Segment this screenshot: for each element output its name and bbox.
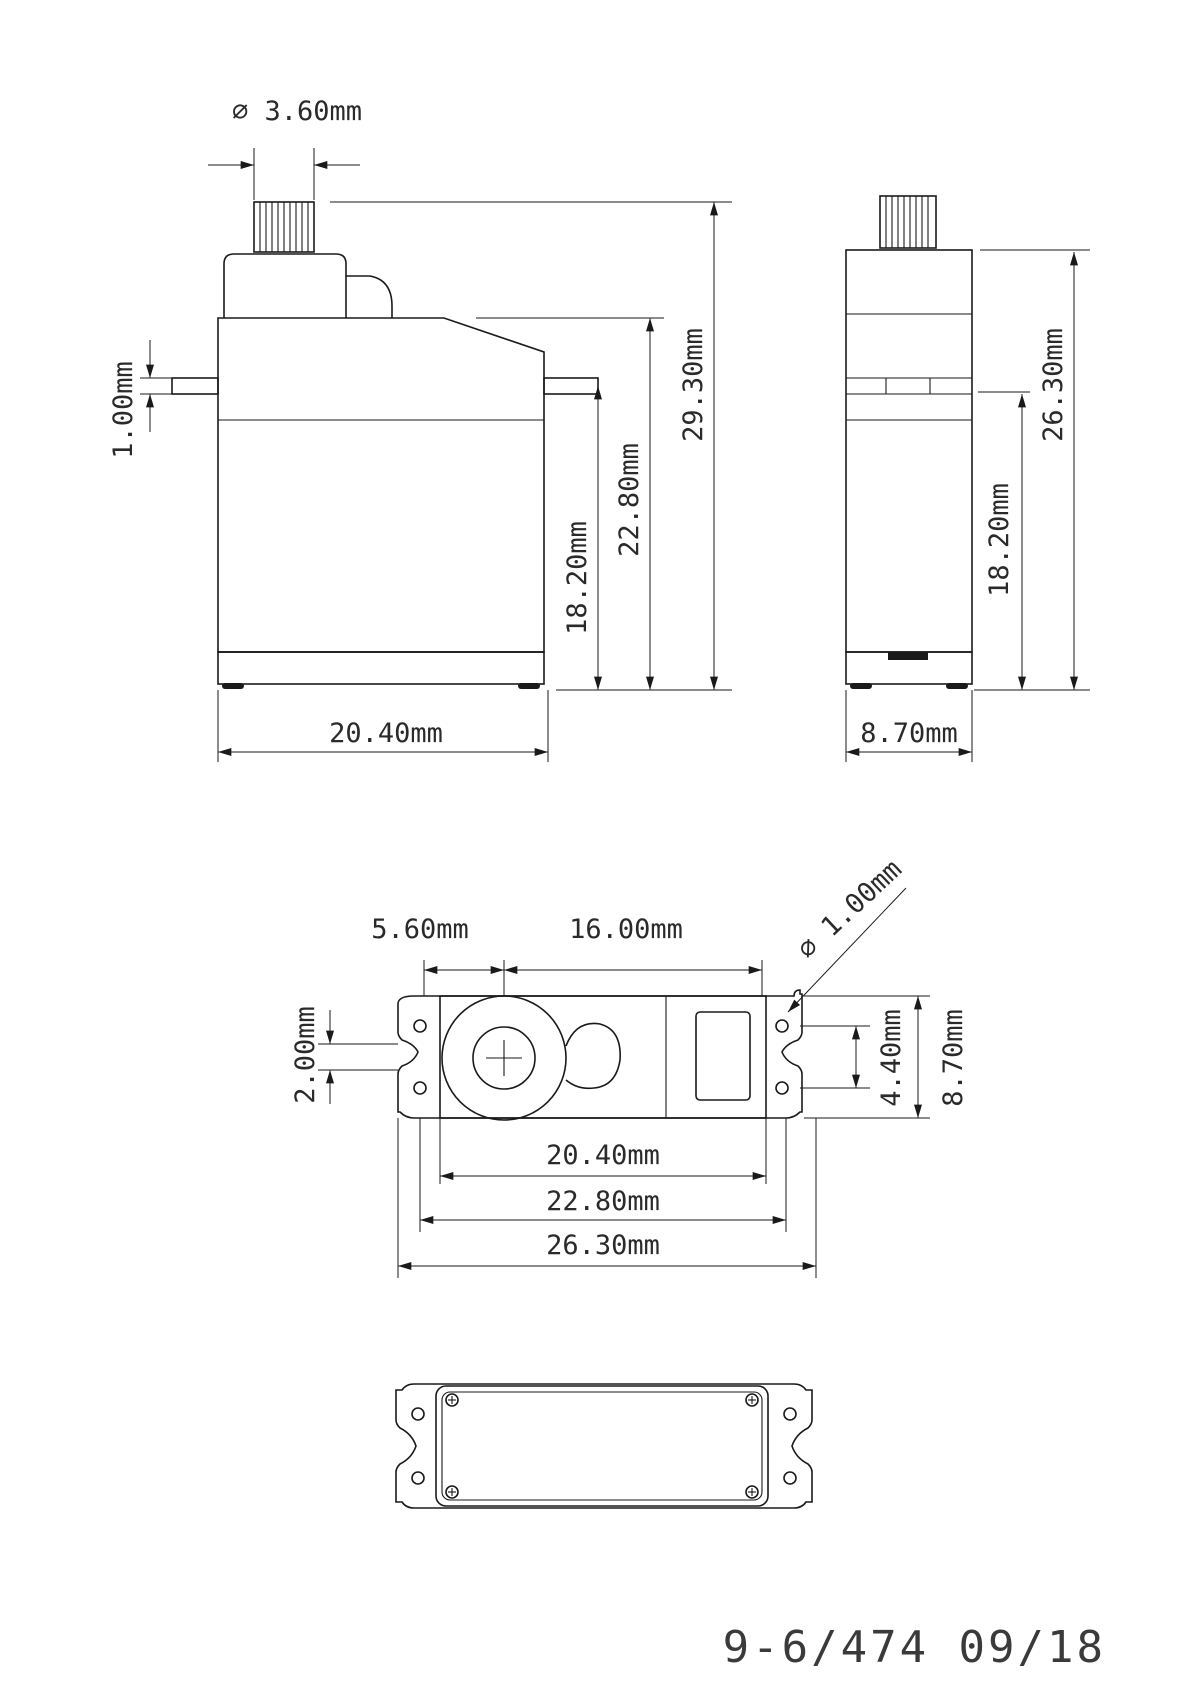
connector-slot <box>888 652 928 660</box>
end-total-height-label: 26.30mm <box>1038 328 1069 442</box>
hole-spacing-label: 16.00mm <box>569 914 683 945</box>
top-cap <box>224 254 346 318</box>
mount-hole <box>776 1082 788 1094</box>
drawing-code: 9-6/474 09/18 <box>722 1622 1106 1673</box>
side-view <box>108 96 732 762</box>
output-spline <box>254 202 314 252</box>
foot-left <box>222 683 244 689</box>
bottom-outline <box>396 1384 812 1508</box>
shaft-diameter-label: ∅ 3.60mm <box>232 96 363 127</box>
connector-window <box>696 1012 750 1100</box>
end-view <box>846 196 1090 762</box>
mount-hole <box>412 1408 424 1420</box>
mount-hole-diameter-label: ∅ 1.00mm <box>791 853 908 966</box>
mount-hole <box>776 1020 788 1032</box>
top-body-length-label: 20.40mm <box>546 1140 660 1171</box>
end-case <box>846 250 972 652</box>
flange-left <box>172 378 218 394</box>
overall-length-label: 26.30mm <box>546 1230 660 1261</box>
slot-width-label: 2.00mm <box>290 1006 321 1104</box>
shaft-offset-label: 5.60mm <box>371 914 469 945</box>
end-height-flange-label: 18.20mm <box>984 483 1015 597</box>
bottom-cover-plate <box>436 1386 768 1506</box>
bottom-view <box>396 1384 812 1508</box>
top-body-width-label: 8.70mm <box>938 1009 969 1107</box>
top-outline <box>398 990 802 1118</box>
mount-hole <box>784 1472 796 1484</box>
hole-distance-label: 22.80mm <box>546 1186 660 1217</box>
main-case <box>218 318 544 652</box>
flange-right <box>544 378 598 394</box>
foot-right <box>518 683 540 689</box>
mount-hole <box>784 1408 796 1420</box>
hole-pitch-label: 4.40mm <box>876 1009 907 1107</box>
side-height-flange-label: 18.20mm <box>562 521 593 635</box>
end-spline <box>880 196 936 248</box>
mount-hole <box>414 1082 426 1094</box>
side-height-case-label: 22.80mm <box>614 443 645 557</box>
gear-bump-top <box>566 1023 620 1088</box>
gear-bump <box>346 276 392 318</box>
side-total-height-label: 29.30mm <box>678 328 709 442</box>
mount-hole <box>412 1472 424 1484</box>
side-body-length-label: 20.40mm <box>329 718 443 749</box>
end-foot-right <box>946 683 968 689</box>
top-view <box>290 854 969 1278</box>
end-body-width-label: 8.70mm <box>860 718 958 749</box>
flange-thickness-label: 1.00mm <box>108 361 139 459</box>
mount-hole <box>414 1020 426 1032</box>
end-foot-left <box>850 683 872 689</box>
bottom-cover <box>218 652 544 684</box>
